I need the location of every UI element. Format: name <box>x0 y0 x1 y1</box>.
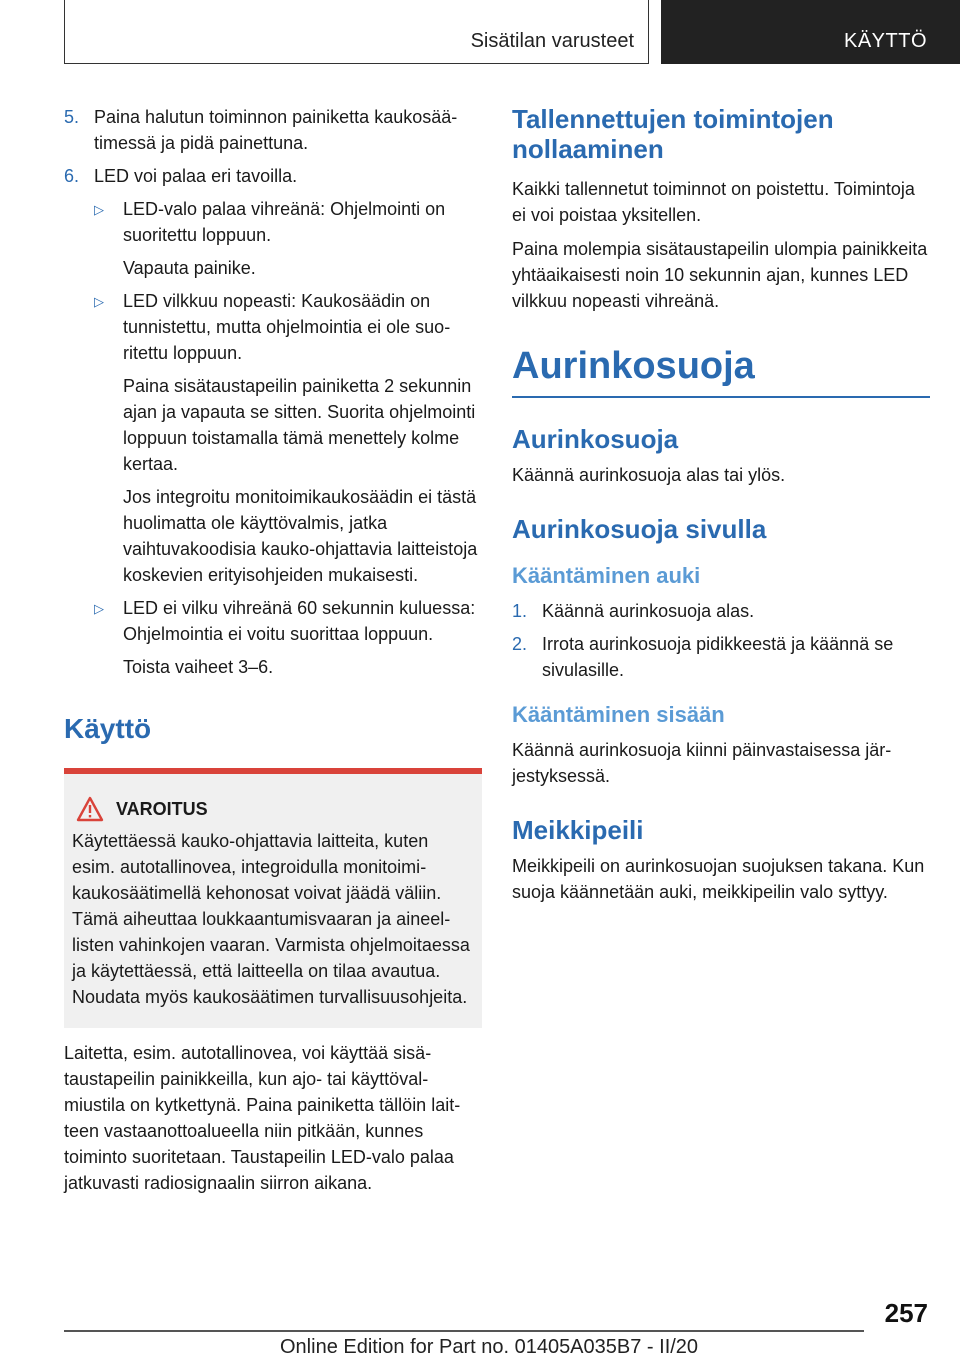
list-item <box>512 598 930 624</box>
subsection-heading: Kääntäminen sisään <box>512 702 725 727</box>
triangle-bullet-icon: ▷ <box>94 601 104 616</box>
sub-paragraph: Jos integroitu monitoimikaukosäädin ei tästä huolimatta ole käyttövalmis, jatka vaihtuvakoodisia kauko-ohjattavia laitteistoja koskevien erityisohjeiden mukaisesti. <box>123 487 478 585</box>
chapter-heading: Aurinkosuoja <box>512 344 930 398</box>
warning-header <box>72 796 472 822</box>
footer-divider <box>64 1330 864 1332</box>
right-column <box>512 104 930 913</box>
section-heading: Aurinkosuoja <box>512 424 679 454</box>
sub-list-item <box>64 288 482 366</box>
sub-paragraph: Toista vaiheet 3–6. <box>123 657 274 677</box>
list-item <box>64 104 482 156</box>
header-section-title: Sisätilan varusteet <box>470 30 634 52</box>
left-column <box>64 104 482 1202</box>
section-heading: Meikkipeili <box>512 815 644 845</box>
warning-box <box>64 774 482 1028</box>
body-paragraph: Paina molempia sisätaustapeilin ulompia painikkeita yhtäaikaisesti noin 10 sekunnin ajan, kunnes LED vilkkuu nopeasti vihreänä. <box>512 239 928 311</box>
header-chapter-tab <box>661 0 960 64</box>
subsection-heading: Kääntäminen auki <box>512 563 701 588</box>
page-number: 257 <box>884 1298 928 1328</box>
triangle-bullet-icon: ▷ <box>94 294 104 309</box>
step-text: Käännä aurinkosuoja alas. <box>542 601 755 621</box>
list-item <box>512 631 930 683</box>
header-section-tab <box>64 0 649 64</box>
body-paragraph: Kaikki tallennetut toiminnot on poistettu. Toimintoja ei voi poistaa yksitellen. <box>512 179 915 225</box>
step-number: 1. <box>512 601 528 621</box>
section-heading: Tallennettujen toimintojen nollaaminen <box>512 104 834 164</box>
sub-item-text: LED ei vilku vihreänä 60 sekunnin kuluessa: Ohjelmointia ei voitu suorittaa loppuun. <box>123 598 476 644</box>
warning-title: VAROITUS <box>116 799 208 819</box>
sub-paragraph: Paina sisätaustapeilin painiketta 2 sekunnin ajan ja vapauta se sitten. Suorita ohjelmointi loppuun toistamalla tämä menettely kolme kertaa. <box>123 376 476 474</box>
list-item <box>64 163 482 189</box>
step-number: 6. <box>64 166 80 186</box>
body-paragraph: Meikkipeili on aurinkosuojan suojuksen takana. Kun suoja käännetään auki, meikkipeilin valo syttyy. <box>512 856 925 902</box>
step-text: Irrota aurinkosuoja pidikkeestä ja käännä se sivulasille. <box>542 634 894 680</box>
step-text: Paina halutun toiminnon painiketta kaukosäätimessä ja pidä painettuna. <box>94 107 458 153</box>
sub-list-item <box>64 595 482 647</box>
sub-item-text: LED vilkkuu nopeasti: Kaukosäädin on tunnistettu, mutta ohjelmointia ei ole suoritettu loppuun. <box>123 291 451 363</box>
footer-edition-text: Online Edition for Part no. 01405A035B7 - II/20 <box>280 1336 699 1358</box>
sub-item-text: LED-valo palaa vihreänä: Ohjelmointi on suoritettu loppuun. <box>123 199 446 245</box>
step-number: 5. <box>64 107 80 127</box>
header-chapter-title: KÄYTTÖ <box>843 30 927 52</box>
warning-triangle-icon <box>76 796 104 822</box>
step-text: LED voi palaa eri tavoilla. <box>94 166 298 186</box>
triangle-bullet-icon: ▷ <box>94 202 104 217</box>
body-paragraph: Laitetta, esim. autotallinovea, voi käyttää sisätaustapeilin painikkeilla, kun ajo- tai käyttövalmiustila on kytkettynä. Paina painiketta tällöin laitteen vastaanottoalueella niin pitkään, kunnes toiminto suoritetaan. Taustapeilin LED-valo palaa jatkuvasti radiosignaalin siirron aikana. <box>64 1043 461 1193</box>
body-paragraph: Käännä aurinkosuoja alas tai ylös. <box>512 465 786 485</box>
section-heading: Aurinkosuoja sivulla <box>512 514 767 544</box>
section-heading: Käyttö <box>64 713 152 744</box>
sub-paragraph: Vapauta painike. <box>123 258 256 278</box>
body-paragraph: Käännä aurinkosuoja kiinni päinvastaisessa järjestyksessä. <box>512 740 892 786</box>
step-number: 2. <box>512 634 528 654</box>
sub-list-item <box>64 196 482 248</box>
warning-text: Käytettäessä kauko-ohjattavia laitteita, kuten esim. autotallinovea, integroidulla monitoimikaukosäätimellä kehonosat voivat jäädä väliin. Tämä aiheuttaa loukkaantumisvaaran ja aineellisten vahinkojen vaaran. Varmista ohjelmoitaessa ja käytettäessä, että laitteella on tilaa avautua. Noudata myös kaukosäätimen turvallisuusohjeita. <box>72 831 470 1007</box>
